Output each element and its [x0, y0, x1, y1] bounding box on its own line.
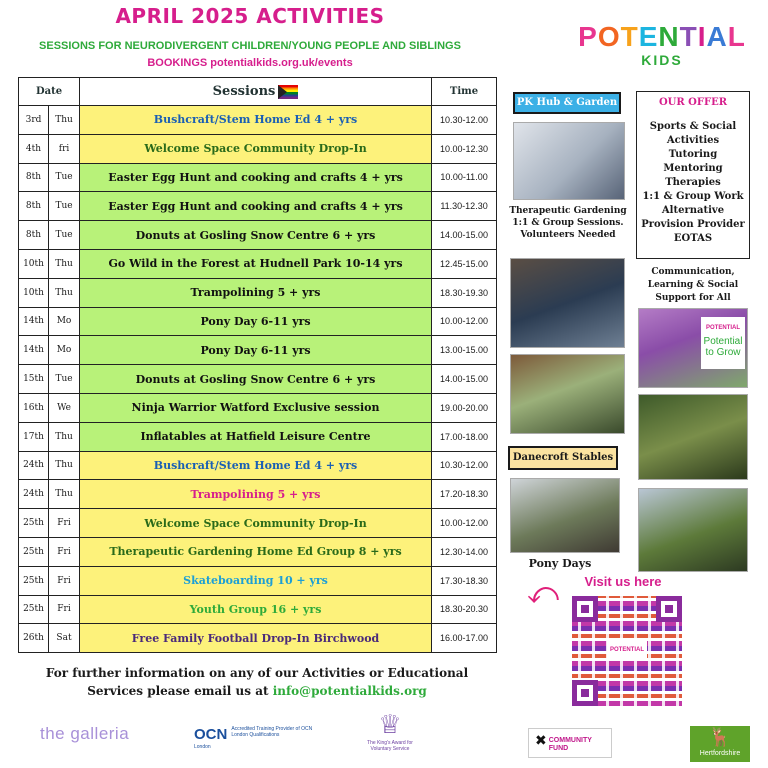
row-session: Pony Day 6-11 yrs: [80, 336, 432, 365]
offer-title: OUR OFFER: [658, 97, 728, 108]
row-time: 12.45-15.00: [432, 249, 497, 278]
pk-hub-garden-label: PK Hub & Garden: [513, 92, 621, 114]
danecroft-stables-label: Danecroft Stables: [508, 446, 618, 470]
row-day: Mo: [49, 307, 80, 336]
row-session: Trampolining 5 + yrs: [80, 480, 432, 509]
potential-to-grow-photo: [638, 308, 748, 388]
row-session: Trampolining 5 + yrs: [80, 278, 432, 307]
row-time: 19.00-20.00: [432, 393, 497, 422]
page-title: APRIL 2025 ACTIVITIES: [115, 4, 385, 28]
potential-to-grow-sign: [701, 317, 745, 369]
row-day: Tue: [49, 163, 80, 192]
offer-item: Mentoring: [663, 163, 723, 174]
logo-letter: N: [658, 21, 680, 52]
schedule-row: [19, 451, 497, 480]
offer-list: [637, 120, 749, 246]
row-time: 14.00-15.00: [432, 365, 497, 394]
model-railway-photo: [510, 354, 625, 434]
row-day: Thu: [49, 451, 80, 480]
schedule-row: [19, 537, 497, 566]
row-date: 25th: [19, 566, 49, 595]
row-date: 16th: [19, 393, 49, 422]
hub-photo: [513, 122, 625, 200]
qr-center-logo: POTENTIAL: [607, 640, 647, 660]
row-day: Mo: [49, 336, 80, 365]
row-date: 17th: [19, 422, 49, 451]
row-date: 25th: [19, 509, 49, 538]
schedule-header-row: [19, 78, 497, 106]
row-date: 14th: [19, 336, 49, 365]
visit-us-text: Visit us here: [584, 574, 662, 589]
row-date: 8th: [19, 192, 49, 221]
footer-info: [18, 664, 496, 700]
logo-letter: I: [697, 21, 707, 52]
row-date: 25th: [19, 595, 49, 624]
row-session: Welcome Space Community Drop-In: [80, 509, 432, 538]
row-date: 14th: [19, 307, 49, 336]
date-header: Date: [19, 78, 80, 106]
picnic-photo: [638, 488, 748, 572]
logo-letter: L: [727, 21, 746, 52]
logo-letter: T: [620, 21, 639, 52]
progress-pride-flag-icon: [278, 85, 298, 99]
schedule-row: [19, 307, 497, 336]
row-time: 11.30-12.30: [432, 192, 497, 221]
row-date: 8th: [19, 163, 49, 192]
lottery-hands-icon: ✖: [535, 733, 547, 749]
row-session: Youth Group 16 + yrs: [80, 595, 432, 624]
schedule-row: [19, 192, 497, 221]
ocn-logo-caption: Accredited Training Provider of OCN London Qualifications: [231, 726, 313, 738]
ocn-logo: [194, 726, 334, 750]
row-time: 12.30-14.00: [432, 537, 497, 566]
crown-icon: ♕: [378, 710, 402, 740]
offer-item: Tutoring: [668, 149, 718, 160]
schedule-row: [19, 221, 497, 250]
row-date: 10th: [19, 278, 49, 307]
schedule-row: [19, 163, 497, 192]
sessions-header: [80, 78, 432, 106]
sessions-header-label: Sessions: [212, 84, 276, 99]
row-session: Inflatables at Hatfield Leisure Centre: [80, 422, 432, 451]
schedule-row: [19, 365, 497, 394]
our-offer-box: [636, 91, 750, 259]
row-time: 10.30-12.00: [432, 106, 497, 135]
row-date: 25th: [19, 537, 49, 566]
row-day: Sat: [49, 624, 80, 653]
row-date: 24th: [19, 480, 49, 509]
row-date: 8th: [19, 221, 49, 250]
community-fund-logo: [528, 728, 612, 758]
offer-item: 1:1 & Group Work: [642, 191, 744, 202]
row-session: Go Wild in the Forest at Hudnell Park 10-14 yrs: [80, 249, 432, 278]
page-subtitle: SESSIONS FOR NEURODIVERGENT CHILDREN/YOUNG PEOPLE AND SIBLINGS: [39, 40, 461, 52]
row-day: Tue: [49, 192, 80, 221]
row-date: 3rd: [19, 106, 49, 135]
pony-days-caption: Pony Days: [528, 557, 592, 570]
row-time: 18.30-19.30: [432, 278, 497, 307]
schedule-row: [19, 422, 497, 451]
schedule-row: [19, 480, 497, 509]
row-time: 10.30-12.00: [432, 451, 497, 480]
row-time: 17.30-18.30: [432, 566, 497, 595]
gardening-caption: Therapeutic Gardening 1:1 & Group Sessions. Volunteers Needed: [509, 206, 627, 240]
row-session: Easter Egg Hunt and cooking and crafts 4 + yrs: [80, 192, 432, 221]
garden-photo: [638, 394, 748, 480]
logo-main-text: [572, 22, 752, 52]
row-session: Skateboarding 10 + yrs: [80, 566, 432, 595]
galleria-logo: the galleria: [40, 724, 130, 743]
row-day: Fri: [49, 509, 80, 538]
row-time: 17.00-18.00: [432, 422, 497, 451]
kings-award-caption: The King's Award for Voluntary Service: [367, 740, 413, 752]
schedule-row: [19, 624, 497, 653]
schedule-row: [19, 336, 497, 365]
footer-line-1: For further information on any of our Activities or Educational: [45, 666, 469, 680]
row-date: 10th: [19, 249, 49, 278]
row-day: Thu: [49, 422, 80, 451]
logo-letter: T: [679, 21, 698, 52]
row-time: 10.00-12.30: [432, 134, 497, 163]
row-time: 17.20-18.30: [432, 480, 497, 509]
row-day: Fri: [49, 595, 80, 624]
schedule-table: [18, 77, 497, 653]
row-time: 13.00-15.00: [432, 336, 497, 365]
row-time: 14.00-15.00: [432, 221, 497, 250]
schedule-row: [19, 134, 497, 163]
row-date: 4th: [19, 134, 49, 163]
offer-item: EOTAS: [673, 233, 713, 244]
qr-code[interactable]: [572, 596, 682, 706]
sign-small-text: POTENTIAL: [706, 325, 740, 331]
row-day: fri: [49, 134, 80, 163]
contact-email-link[interactable]: info@potentialkids.org: [272, 684, 427, 698]
row-time: 18.30-20.30: [432, 595, 497, 624]
hertfordshire-text: Hertfordshire: [699, 750, 741, 757]
stag-icon: 🦌: [708, 727, 732, 748]
communication-text: Communication, Learning & Social Support for All: [647, 267, 739, 303]
row-session: Bushcraft/Stem Home Ed 4 + yrs: [80, 451, 432, 480]
row-session: Easter Egg Hunt and cooking and crafts 4 + yrs: [80, 163, 432, 192]
row-session: Donuts at Gosling Snow Centre 6 + yrs: [80, 365, 432, 394]
schedule-row: [19, 595, 497, 624]
community-fund-text: COMMUNITY FUND: [548, 737, 592, 752]
row-day: Tue: [49, 365, 80, 394]
footer-line-2: [18, 682, 496, 700]
pony-photo: [510, 478, 620, 553]
kings-award-logo: [360, 710, 420, 752]
qr-corner-marker: [572, 680, 598, 706]
schedule-row: [19, 106, 497, 135]
logo-sub-text: KIDS: [641, 52, 683, 68]
logo-letter: E: [638, 21, 659, 52]
row-time: 10.00-12.00: [432, 509, 497, 538]
row-time: 10.00-11.00: [432, 163, 497, 192]
row-day: Fri: [49, 566, 80, 595]
footer-line-2-text: Services please email us at: [87, 684, 273, 698]
games-room-photo: [510, 258, 625, 348]
logo-letter: P: [578, 21, 598, 52]
row-day: Thu: [49, 106, 80, 135]
row-day: Thu: [49, 278, 80, 307]
row-day: Fri: [49, 537, 80, 566]
curved-arrow-icon: ⤺: [527, 576, 560, 611]
hertfordshire-logo: [690, 726, 750, 762]
ocn-city: London: [194, 744, 211, 750]
row-session: Welcome Space Community Drop-In: [80, 134, 432, 163]
qr-corner-marker: [572, 596, 598, 622]
offer-item: Provision Provider: [641, 219, 745, 230]
schedule-row: [19, 509, 497, 538]
logo-letter: A: [706, 21, 728, 52]
qr-corner-marker: [656, 596, 682, 622]
bookings-link[interactable]: BOOKINGS potentialkids.org.uk/events: [147, 57, 353, 69]
schedule-row: [19, 249, 497, 278]
offer-item: Alternative: [661, 205, 725, 216]
ocn-logo-text: OCN: [194, 726, 228, 743]
row-day: Tue: [49, 221, 80, 250]
row-day: Thu: [49, 480, 80, 509]
schedule-row: [19, 566, 497, 595]
row-date: 26th: [19, 624, 49, 653]
row-time: 10.00-12.00: [432, 307, 497, 336]
schedule-row: [19, 393, 497, 422]
schedule-row: [19, 278, 497, 307]
row-day: Thu: [49, 249, 80, 278]
row-date: 24th: [19, 451, 49, 480]
row-session: Pony Day 6-11 yrs: [80, 307, 432, 336]
row-session: Ninja Warrior Watford Exclusive session: [80, 393, 432, 422]
time-header: Time: [432, 78, 497, 106]
sign-text: Potential to Grow: [703, 336, 743, 358]
row-session: Free Family Football Drop-In Birchwood: [80, 624, 432, 653]
offer-item: Sports & Social: [649, 121, 737, 132]
row-date: 15th: [19, 365, 49, 394]
row-session: Bushcraft/Stem Home Ed 4 + yrs: [80, 106, 432, 135]
offer-item: Activities: [666, 135, 720, 146]
row-day: We: [49, 393, 80, 422]
logo-letter: O: [597, 21, 621, 52]
row-session: Donuts at Gosling Snow Centre 6 + yrs: [80, 221, 432, 250]
row-time: 16.00-17.00: [432, 624, 497, 653]
offer-item: Therapies: [665, 177, 721, 188]
potential-kids-logo: [572, 22, 752, 68]
row-session: Therapeutic Gardening Home Ed Group 8 + yrs: [80, 537, 432, 566]
